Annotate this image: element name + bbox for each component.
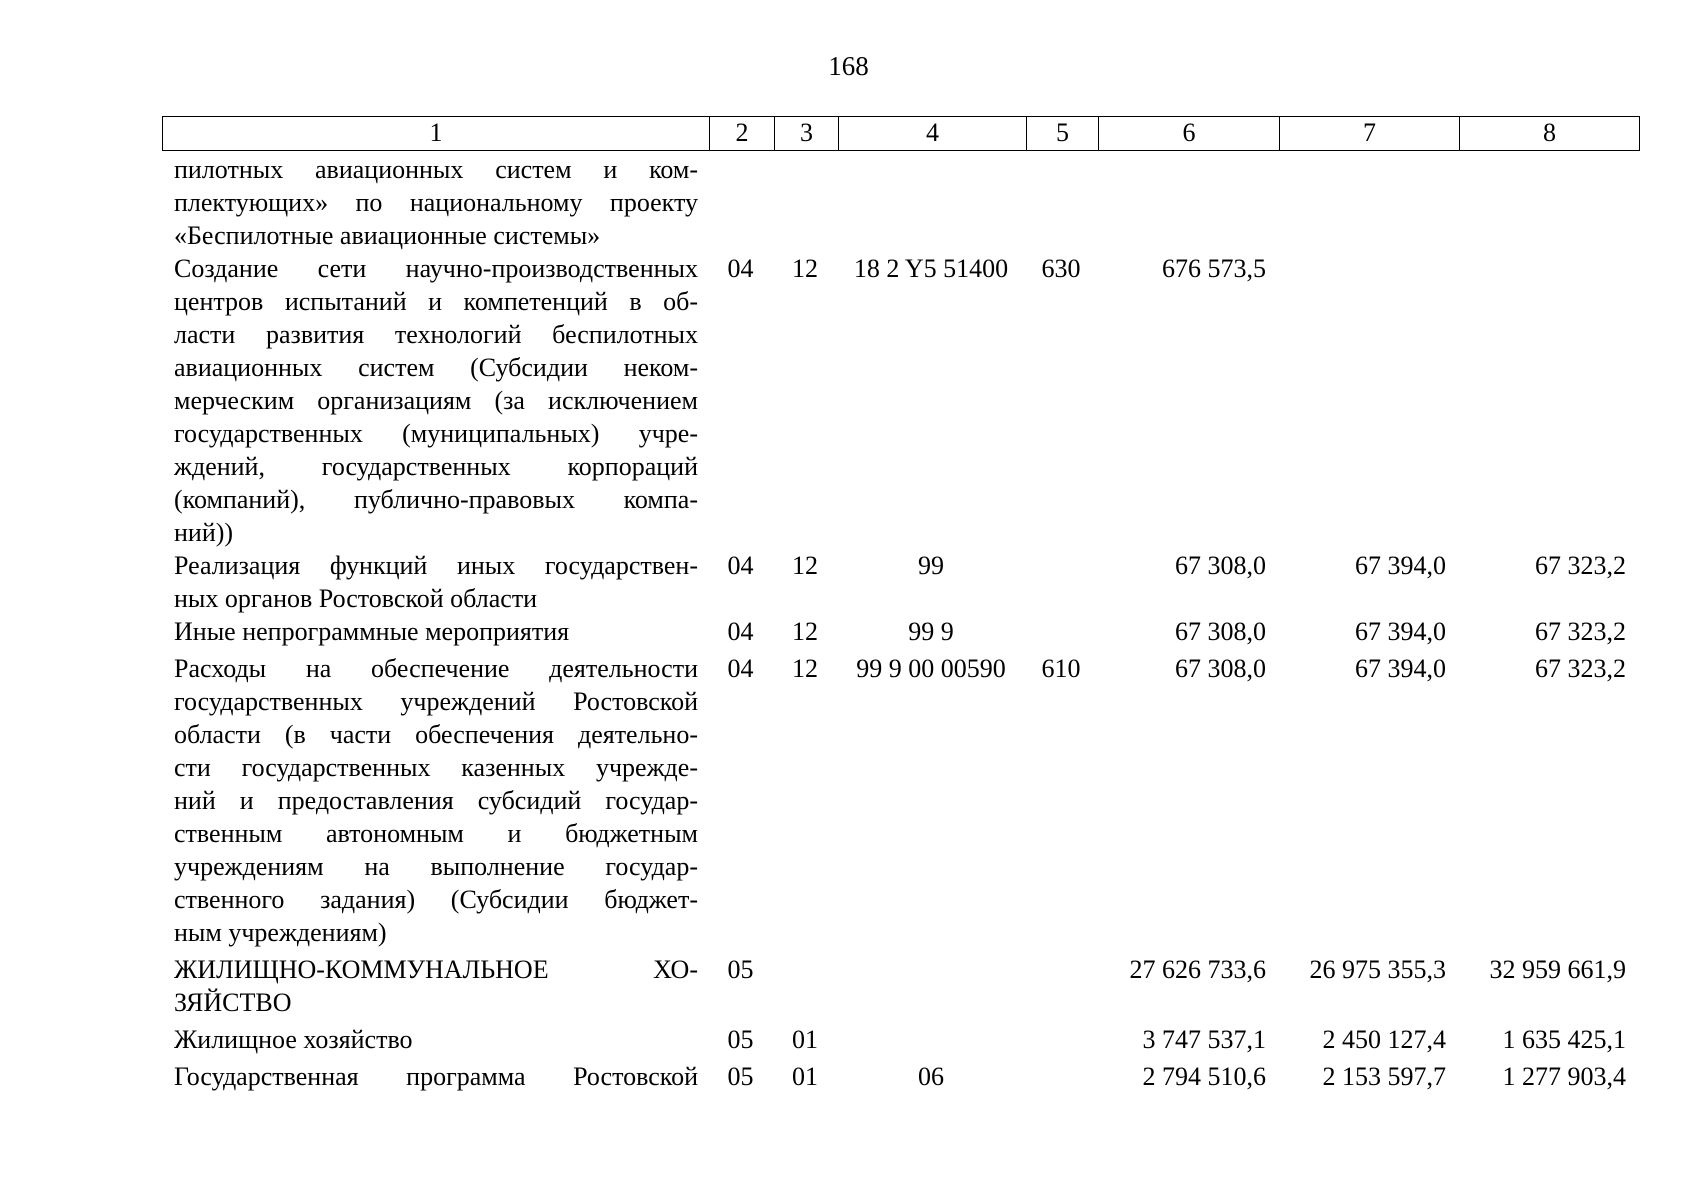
- expense-type-code: [1025, 549, 1097, 615]
- description-line: Иные непрограммные мероприятия: [174, 617, 570, 646]
- header-col-5: 5: [1026, 117, 1098, 150]
- amount-col-8: 32 959 661,9: [1489, 955, 1626, 984]
- description-line: центров испытаний и компетенций в об-: [174, 287, 698, 316]
- amount-col-7: 67 394,0: [1355, 551, 1446, 580]
- expense-type-code: [1025, 153, 1097, 252]
- expense-type-code: [1025, 1060, 1097, 1093]
- amount-col-7: 2 450 127,4: [1322, 1025, 1446, 1054]
- amount-col-6: [1097, 153, 1278, 252]
- amount-col-8: [1458, 252, 1638, 549]
- description-line: государственных учреждений Ростовской: [174, 687, 698, 716]
- amount-col-7: 2 153 597,7: [1322, 1062, 1446, 1091]
- amount-col-8: 1 635 425,1: [1502, 1025, 1626, 1054]
- header-col-3: 3: [774, 117, 838, 150]
- description-line: ным учреждениям): [174, 918, 387, 947]
- description-line: ний)): [174, 518, 234, 547]
- description-line: ний и предоставления субсидий государ-: [174, 786, 698, 815]
- section-code: 04: [727, 617, 754, 646]
- subsection-code: 01: [792, 1025, 818, 1054]
- amount-col-6: 3 747 537,1: [1142, 1025, 1266, 1054]
- description-line: ЖИЛИЩНО-КОММУНАЛЬНОЕ ХО-: [174, 955, 698, 984]
- target-article-code: [837, 153, 1025, 252]
- target-article-code: 99 9 00 00590: [856, 654, 1006, 683]
- target-article-code: 18 2 Y5 51400: [853, 254, 1009, 283]
- description-line: ЗЯЙСТВО: [174, 988, 292, 1017]
- expense-type-code: [1025, 615, 1097, 648]
- description-line: области (в части обеспечения деятельно-: [174, 720, 698, 749]
- description-line: Реализация функций иных государствен-: [174, 551, 698, 580]
- section-code: 05: [727, 1025, 754, 1054]
- expense-type-code: 630: [1041, 254, 1081, 283]
- expense-type-code: [1025, 953, 1097, 1019]
- row-description: [162, 549, 708, 615]
- description-line: сти государственных казенных учрежде-: [174, 753, 698, 782]
- subsection-code: [773, 953, 837, 1019]
- description-line: Государственная программа Ростовской: [174, 1062, 698, 1091]
- table-row: [162, 1060, 1638, 1093]
- description-line: Расходы на обеспечение деятельности: [174, 654, 698, 683]
- row-description: [162, 615, 708, 648]
- table-body: [162, 153, 1638, 1093]
- description-line: ждений, государственных корпораций: [174, 452, 698, 481]
- target-article-code: [837, 953, 1025, 1019]
- section-code: 04: [727, 551, 754, 580]
- header-col-6: 6: [1098, 117, 1279, 150]
- description-line: ласти развития технологий беспилотных: [174, 320, 698, 349]
- section-code: 04: [727, 654, 754, 683]
- description-line: учреждениям на выполнение государ-: [174, 852, 698, 881]
- amount-col-6: 2 794 510,6: [1142, 1062, 1266, 1091]
- row-description: [162, 153, 708, 252]
- amount-col-7: 26 975 355,3: [1309, 955, 1446, 984]
- target-article-code: 06: [918, 1062, 944, 1091]
- subsection-code: 12: [792, 551, 818, 580]
- row-description: [162, 252, 708, 549]
- description-line: «Беспилотные авиационные системы»: [174, 221, 601, 250]
- table-row: [162, 549, 1638, 615]
- table-row: [162, 1023, 1638, 1056]
- table-row: [162, 953, 1638, 1019]
- amount-col-7: [1278, 252, 1458, 549]
- description-line: пилотных авиационных систем и ком-: [174, 155, 698, 184]
- header-col-8: 8: [1459, 117, 1639, 150]
- amount-col-8: 67 323,2: [1535, 617, 1626, 646]
- header-col-2: 2: [709, 117, 774, 150]
- amount-col-6: 67 308,0: [1175, 551, 1266, 580]
- row-description: [162, 652, 708, 949]
- target-article-code: 99 9: [908, 617, 954, 646]
- amount-col-7: [1278, 153, 1458, 252]
- expense-type-code: 610: [1041, 654, 1081, 683]
- amount-col-7: 67 394,0: [1355, 654, 1446, 683]
- header-col-1: 1: [429, 118, 443, 147]
- amount-col-8: 1 277 903,4: [1502, 1062, 1626, 1091]
- header-col-7: 7: [1279, 117, 1459, 150]
- table-row: [162, 252, 1638, 549]
- amount-col-6: 27 626 733,6: [1129, 955, 1266, 984]
- subsection-code: 12: [792, 254, 818, 283]
- expense-type-code: [1025, 1023, 1097, 1056]
- table-row: [162, 153, 1638, 252]
- subsection-code: 01: [792, 1062, 818, 1091]
- target-article-code: 99: [918, 551, 944, 580]
- row-description: [162, 1023, 708, 1056]
- section-code: 04: [727, 254, 754, 283]
- description-line: государственных (муниципальных) учре-: [174, 419, 698, 448]
- amount-col-6: 67 308,0: [1175, 617, 1266, 646]
- section-code: 05: [727, 955, 754, 984]
- description-line: ственным автономным и бюджетным: [174, 819, 698, 848]
- amount-col-6: 67 308,0: [1175, 654, 1266, 683]
- description-line: авиационных систем (Субсидии неком-: [174, 353, 698, 382]
- amount-col-8: 67 323,2: [1535, 654, 1626, 683]
- target-article-code: [837, 1023, 1025, 1056]
- amount-col-7: 67 394,0: [1355, 617, 1446, 646]
- section-code: [708, 153, 773, 252]
- description-line: Жилищное хозяйство: [174, 1025, 413, 1054]
- description-line: плектующих» по национальному проекту: [174, 188, 698, 217]
- table-header: [162, 116, 1640, 151]
- subsection-code: [773, 153, 837, 252]
- subsection-code: 12: [792, 617, 818, 646]
- amount-col-8: 67 323,2: [1535, 551, 1626, 580]
- header-col-4: 4: [838, 117, 1026, 150]
- description-line: ных органов Ростовской области: [174, 584, 538, 613]
- amount-col-8: [1458, 153, 1638, 252]
- row-description: [162, 1060, 708, 1093]
- section-code: 05: [727, 1062, 754, 1091]
- page-number: 168: [828, 51, 869, 81]
- description-line: Создание сети научно-производственных: [174, 254, 698, 283]
- description-line: мерческим организациям (за исключением: [174, 386, 698, 415]
- description-line: ственного задания) (Субсидии бюджет-: [174, 885, 698, 914]
- description-line: (компаний), публично-правовых компа-: [174, 485, 698, 514]
- row-description: [162, 953, 708, 1019]
- table-row: [162, 615, 1638, 648]
- amount-col-6: 676 573,5: [1162, 254, 1266, 283]
- subsection-code: 12: [792, 654, 818, 683]
- table-row: [162, 652, 1638, 949]
